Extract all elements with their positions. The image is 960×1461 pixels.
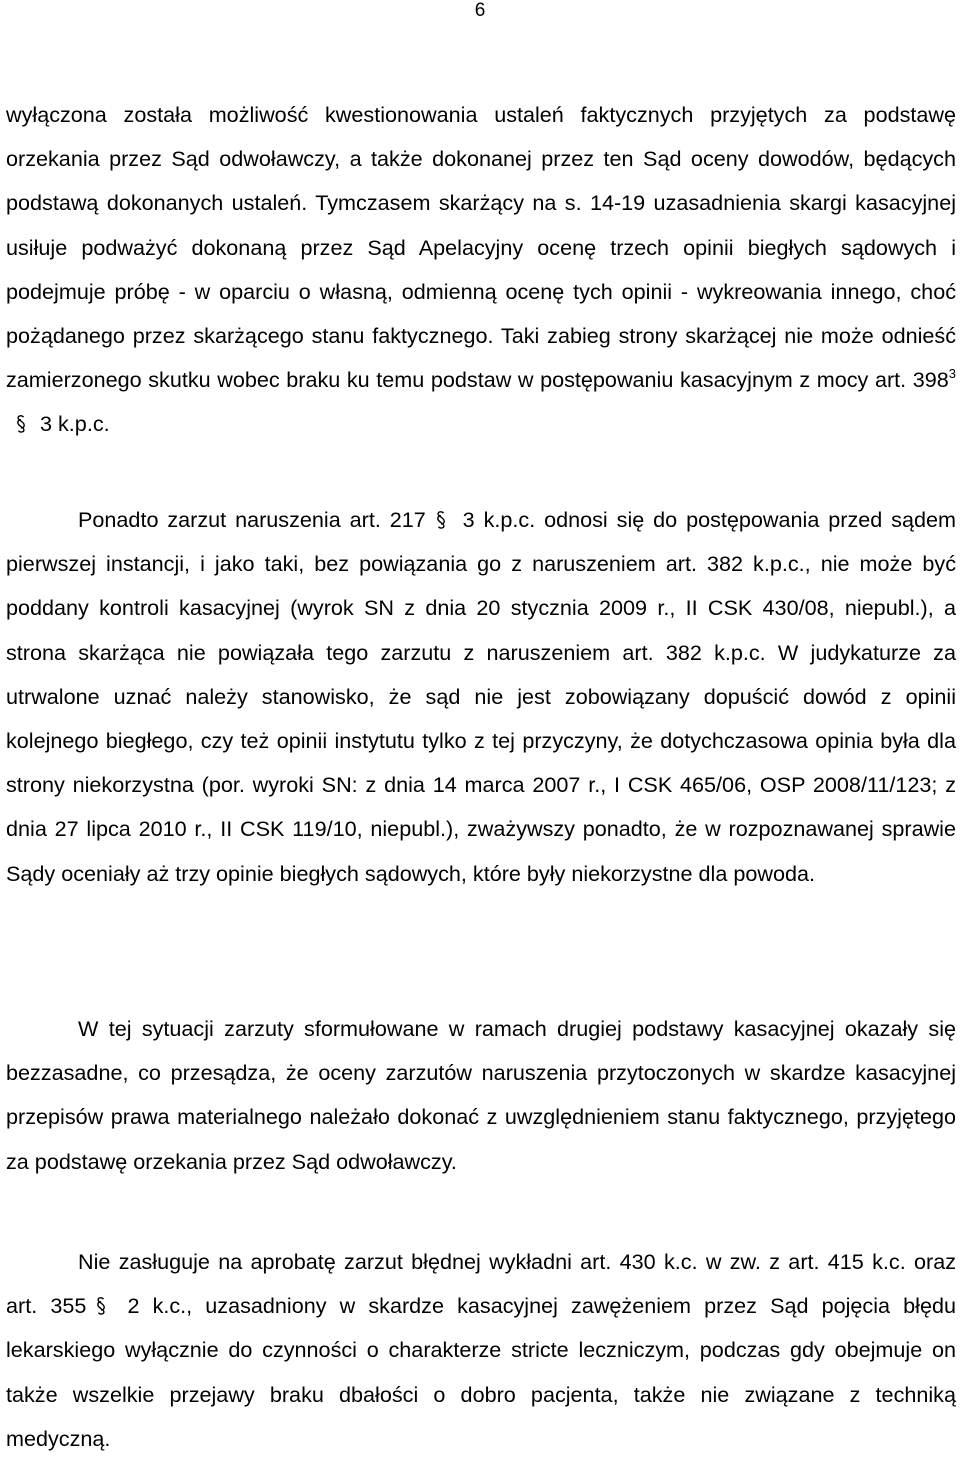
- paragraph-text: Ponadto zarzut naruszenia art. 217: [78, 507, 426, 532]
- paragraph-1: [6, 93, 956, 447]
- section-sign-icon: [436, 510, 446, 530]
- paragraph-3: [6, 1007, 956, 1184]
- paragraph-text: Nie zasługuje na aprobatę zarzut błędnej wykładni art. 430 k.c. w zw. z art. 415 k.c. oraz art. 355: [6, 1249, 956, 1319]
- superscript-index: 3: [948, 366, 956, 382]
- paragraph-4: [6, 1240, 956, 1461]
- section-sign-icon: [16, 414, 26, 434]
- paragraph-text: wyłączona została możliwość kwestionowania ustaleń faktycznych przyjętych za podstawę orzekania przez Sąd odwoławczy, a także dokonanej przez ten Sąd oceny dowodów, będących podstawą dokonanych ustaleń. Tymczasem skarżący na s. 14-19 uzasadnienia skargi kasacyjnej usiłuje podważyć dokonaną przez Sąd Apelacyjny ocenę trzech opinii biegłych sądowych i podejmuje próbę - w oparciu o własną, odmienną ocenę tych opinii - wykreowania innego, choć pożądanego przez skarżącego stanu faktycznego. Taki zabieg strony skarżącej nie może odnieść zamierzonego skutku wobec braku ku temu podstaw w postępowaniu kasacyjnym z mocy art. 398: [6, 102, 956, 393]
- paragraph-text: 3 k.p.c.: [34, 411, 110, 437]
- section-sign-icon: [96, 1296, 106, 1316]
- paragraph-text: W tej sytuacji zarzuty sformułowane w ramach drugiej podstawy kasacyjnej okazały się bezzasadne, co przesądza, że oceny zarzutów naruszenia przytoczonych w skardze kasacyjnej przepisów prawa materialnego należało dokonać z uwzględnieniem stanu faktycznego, przyjętego za podstawę orzekania przez Sąd odwoławczy.: [6, 1016, 956, 1174]
- page-number: 6: [474, 0, 486, 21]
- paragraph-2: [6, 498, 956, 896]
- paragraph-text: 2 k.c., uzasadniony w skardze kasacyjnej zawężeniem przez Sąd pojęcia błędu lekarskiego wyłącznie do czynności o charakterze stricte leczniczym, podczas gdy obejmuje on także wszelkie przejawy braku dbałości o dobro pacjenta, także nie związane z techniką medyczną.: [6, 1293, 956, 1451]
- paragraph-text: 3 k.p.c. odnosi się do postępowania przed sądem pierwszej instancji, i jako taki, bez powiązania go z naruszeniem art. 382 k.p.c., nie może być poddany kontroli kasacyjnej (wyrok SN z dnia 20 stycznia 2009 r., II CSK 430/08, niepubl.), a strona skarżąca nie powiązała tego zarzutu z naruszeniem art. 382 k.p.c. W judykaturze za utrwalone uznać należy stanowisko, że sąd nie jest zobowiązany dopuścić dowód z opinii kolejnego biegłego, czy też opinii instytutu tylko z tej przyczyny, że dotychczasowa opinia była dla strony niekorzystna (por. wyroki SN: z dnia 14 marca 2007 r., I CSK 465/06, OSP 2008/11/123; z dnia 27 lipca 2010 r., II CSK 119/10, niepubl.), zważywszy ponadto, że w rozpoznawanej sprawie Sądy oceniały aż trzy opinie biegłych sądowych, które były niekorzystne dla powoda.: [6, 507, 956, 886]
